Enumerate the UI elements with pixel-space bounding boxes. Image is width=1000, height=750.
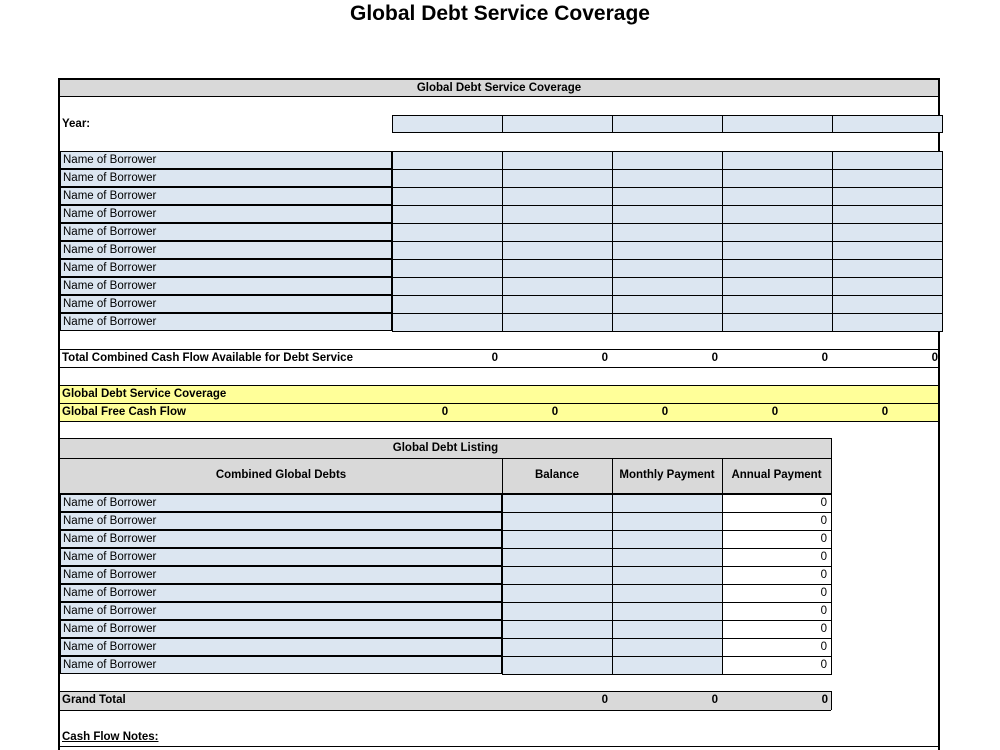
borrower-cashflow-cell[interactable] — [502, 205, 613, 224]
borrower-cashflow-cell[interactable] — [832, 241, 943, 260]
row-divider — [60, 421, 938, 422]
borrower-cashflow-cell[interactable] — [502, 151, 613, 170]
balance-cell[interactable] — [502, 638, 613, 657]
balance-cell[interactable] — [502, 494, 613, 513]
annual-payment-cell: 0 — [722, 512, 832, 531]
borrower-cashflow-cell[interactable] — [612, 187, 723, 206]
borrower-cashflow-cell[interactable] — [612, 223, 723, 242]
borrower-name[interactable]: Name of Borrower — [60, 187, 392, 205]
borrower-cashflow-cell[interactable] — [502, 295, 613, 314]
debt-name[interactable]: Name of Borrower — [60, 602, 502, 620]
total-cashflow-value: 0 — [821, 352, 828, 364]
annual-payment-cell: 0 — [722, 548, 832, 567]
annual-payment-cell: 0 — [722, 620, 832, 639]
grand-total-annual: 0 — [821, 694, 828, 706]
annual-payment-cell: 0 — [722, 566, 832, 585]
annual-payment-cell: 0 — [722, 584, 832, 603]
fcf-value: 0 — [441, 406, 449, 418]
row-divider — [60, 438, 831, 439]
borrower-cashflow-cell[interactable] — [502, 223, 613, 242]
borrower-cashflow-cell[interactable] — [392, 169, 503, 188]
column-separator — [831, 691, 832, 710]
year-label: Year: — [62, 118, 91, 130]
borrower-cashflow-cell[interactable] — [502, 259, 613, 278]
monthly-payment-cell[interactable] — [612, 584, 723, 603]
borrower-name[interactable]: Name of Borrower — [60, 151, 392, 169]
borrower-cashflow-cell[interactable] — [612, 241, 723, 260]
borrower-cashflow-cell[interactable] — [832, 295, 943, 314]
grand-total-label: Grand Total — [62, 694, 126, 706]
debt-name[interactable]: Name of Borrower — [60, 494, 502, 512]
annual-payment-cell: 0 — [722, 638, 832, 657]
annual-payment-cell: 0 — [722, 602, 832, 621]
debt-name[interactable]: Name of Borrower — [60, 566, 502, 584]
borrower-name[interactable]: Name of Borrower — [60, 259, 392, 277]
annual-payment-cell: 0 — [722, 656, 832, 675]
borrower-cashflow-cell[interactable] — [502, 169, 613, 188]
column-separator — [612, 458, 613, 494]
row-divider — [60, 96, 938, 97]
borrower-cashflow-cell[interactable] — [502, 187, 613, 206]
balance-cell[interactable] — [502, 512, 613, 531]
borrower-cashflow-cell[interactable] — [722, 151, 833, 170]
borrower-cashflow-cell[interactable] — [722, 295, 833, 314]
monthly-payment-cell[interactable] — [612, 530, 723, 549]
borrower-cashflow-cell[interactable] — [392, 223, 503, 242]
column-separator — [722, 458, 723, 494]
total-cashflow-value: 0 — [711, 352, 718, 364]
borrower-cashflow-cell[interactable] — [722, 223, 833, 242]
grand-total-balance: 0 — [601, 694, 608, 706]
col-annual-payment: Annual Payment — [722, 458, 831, 494]
column-separator — [831, 438, 832, 494]
balance-cell[interactable] — [502, 548, 613, 567]
total-cashflow-value: 0 — [931, 352, 938, 364]
borrower-cashflow-cell[interactable] — [392, 277, 503, 296]
borrower-cashflow-cell[interactable] — [832, 151, 943, 170]
borrower-name[interactable]: Name of Borrower — [60, 295, 392, 313]
borrower-cashflow-cell[interactable] — [612, 295, 723, 314]
coverage-header: Global Debt Service Coverage — [60, 80, 938, 97]
year-input-2[interactable] — [502, 115, 613, 133]
row-divider — [60, 458, 831, 459]
annual-payment-cell: 0 — [722, 530, 832, 549]
balance-cell[interactable] — [502, 584, 613, 603]
monthly-payment-cell[interactable] — [612, 548, 723, 567]
borrower-cashflow-cell[interactable] — [392, 187, 503, 206]
total-cashflow-label: Total Combined Cash Flow Available for Debt Service — [62, 352, 353, 364]
borrower-cashflow-cell[interactable] — [392, 313, 503, 332]
borrower-cashflow-cell[interactable] — [722, 205, 833, 224]
borrower-cashflow-cell[interactable] — [502, 241, 613, 260]
borrower-name[interactable]: Name of Borrower — [60, 205, 392, 223]
debt-name[interactable]: Name of Borrower — [60, 656, 502, 674]
borrower-cashflow-cell[interactable] — [392, 205, 503, 224]
col-balance: Balance — [502, 458, 612, 494]
balance-cell[interactable] — [502, 566, 613, 585]
debt-name[interactable]: Name of Borrower — [60, 512, 502, 530]
borrower-cashflow-cell[interactable] — [832, 259, 943, 278]
borrower-name[interactable]: Name of Borrower — [60, 169, 392, 187]
notes-divider — [60, 746, 938, 747]
col-monthly-payment: Monthly Payment — [612, 458, 722, 494]
borrower-name[interactable]: Name of Borrower — [60, 313, 392, 331]
borrower-cashflow-cell[interactable] — [392, 241, 503, 260]
borrower-cashflow-cell[interactable] — [612, 169, 723, 188]
fcf-label: Global Free Cash Flow — [62, 406, 186, 418]
row-divider — [60, 367, 938, 368]
borrower-cashflow-cell[interactable] — [612, 313, 723, 332]
row-divider — [60, 403, 938, 404]
monthly-payment-cell[interactable] — [612, 656, 723, 675]
borrower-name[interactable]: Name of Borrower — [60, 223, 392, 241]
borrower-cashflow-cell[interactable] — [612, 277, 723, 296]
dsc-label: Global Debt Service Coverage — [60, 386, 938, 404]
debt-name[interactable]: Name of Borrower — [60, 584, 502, 602]
borrower-cashflow-cell[interactable] — [722, 187, 833, 206]
fcf-value: 0 — [661, 406, 669, 418]
total-cashflow-value: 0 — [491, 352, 498, 364]
borrower-cashflow-cell[interactable] — [832, 277, 943, 296]
borrower-cashflow-cell[interactable] — [722, 313, 833, 332]
grand-total-monthly: 0 — [711, 694, 718, 706]
debt-name[interactable]: Name of Borrower — [60, 620, 502, 638]
row-divider — [60, 710, 831, 711]
monthly-payment-cell[interactable] — [612, 602, 723, 621]
listing-header: Global Debt Listing — [60, 439, 831, 458]
balance-cell[interactable] — [502, 620, 613, 639]
debt-name[interactable]: Name of Borrower — [60, 638, 502, 656]
col-combined-debts: Combined Global Debts — [60, 458, 502, 494]
page-title: Global Debt Service Coverage — [350, 2, 650, 25]
balance-cell[interactable] — [502, 656, 613, 675]
borrower-cashflow-cell[interactable] — [832, 313, 943, 332]
borrower-cashflow-cell[interactable] — [612, 151, 723, 170]
borrower-name[interactable]: Name of Borrower — [60, 277, 392, 295]
borrower-cashflow-cell[interactable] — [832, 187, 943, 206]
monthly-payment-cell[interactable] — [612, 638, 723, 657]
balance-cell[interactable] — [502, 602, 613, 621]
balance-cell[interactable] — [502, 530, 613, 549]
borrower-cashflow-cell[interactable] — [722, 241, 833, 260]
monthly-payment-cell[interactable] — [612, 620, 723, 639]
row-divider — [60, 691, 831, 692]
monthly-payment-cell[interactable] — [612, 494, 723, 513]
borrower-cashflow-cell[interactable] — [502, 277, 613, 296]
year-input-3[interactable] — [612, 115, 723, 133]
borrower-name[interactable]: Name of Borrower — [60, 241, 392, 259]
total-cashflow-value: 0 — [601, 352, 608, 364]
year-input-1[interactable] — [392, 115, 503, 133]
borrower-cashflow-cell[interactable] — [612, 259, 723, 278]
borrower-cashflow-cell[interactable] — [392, 295, 503, 314]
row-divider — [60, 385, 938, 386]
monthly-payment-cell[interactable] — [612, 512, 723, 531]
borrower-cashflow-cell[interactable] — [832, 223, 943, 242]
year-input-4[interactable] — [722, 115, 833, 133]
borrower-cashflow-cell[interactable] — [502, 313, 613, 332]
debt-name[interactable]: Name of Borrower — [60, 548, 502, 566]
borrower-cashflow-cell[interactable] — [392, 259, 503, 278]
fcf-value: 0 — [881, 406, 889, 418]
cash-flow-notes-label: Cash Flow Notes: — [62, 731, 159, 743]
borrower-cashflow-cell[interactable] — [722, 169, 833, 188]
borrower-cashflow-cell[interactable] — [722, 277, 833, 296]
column-separator — [502, 458, 503, 494]
borrower-cashflow-cell[interactable] — [612, 205, 723, 224]
year-input-5[interactable] — [832, 115, 943, 133]
annual-payment-cell: 0 — [722, 494, 832, 513]
fcf-value: 0 — [551, 406, 559, 418]
borrower-cashflow-cell[interactable] — [722, 259, 833, 278]
borrower-cashflow-cell[interactable] — [392, 151, 503, 170]
borrower-cashflow-cell[interactable] — [832, 205, 943, 224]
fcf-value: 0 — [771, 406, 779, 418]
borrower-cashflow-cell[interactable] — [832, 169, 943, 188]
monthly-payment-cell[interactable] — [612, 566, 723, 585]
debt-name[interactable]: Name of Borrower — [60, 530, 502, 548]
